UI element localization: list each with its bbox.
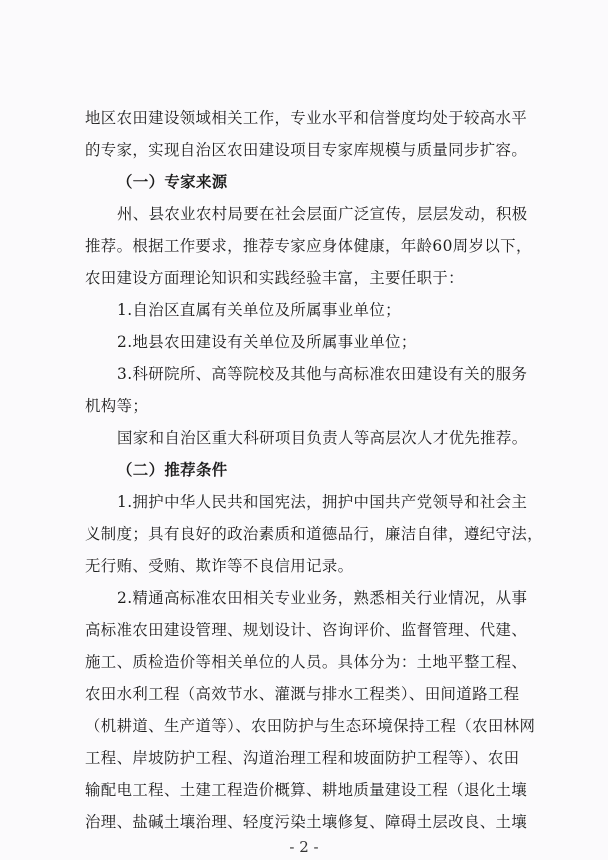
text-line: 农田水利工程（高效节水、灌溉与排水工程类）、田间道路工程	[85, 685, 520, 703]
list-item: 2.精通高标准农田相关专业业务，熟悉相关行业情况，从事	[117, 589, 528, 607]
text-line: （机耕道、生产道等）、农田防护与生态环境保持工程（农田林网	[85, 717, 536, 735]
text-line: 州、县农业农村局要在社会层面广泛宣传，层层发动，积极	[117, 205, 528, 223]
text-line: 治理、盐碱土壤治理、轻度污染土壤修复、障碍土层改良、土壤	[85, 813, 528, 831]
text-line: 农田建设方面理论知识和实践经验丰富，主要任职于：	[85, 269, 464, 287]
text-line: 地区农田建设领域相关工作，专业水平和信誉度均处于较高水平	[85, 109, 528, 127]
text-line: 高标准农田建设管理、规划设计、咨询评价、监督管理、代建、	[85, 621, 528, 639]
list-item: 1.拥护中华人民共和国宪法，拥护中国共产党领导和社会主	[117, 493, 528, 511]
list-item: 2.地县农田建设有关单位及所属事业单位；	[117, 333, 417, 351]
list-item: 3.科研院所、高等院校及其他与高标准农田建设有关的服务	[117, 365, 528, 383]
text-line: 义制度；具有良好的政治素质和道德品行，廉洁自律，遵纪守法，	[85, 525, 543, 543]
text-line: 工程、岸坡防护工程、沟道治理工程和坡面防护工程等）、农田	[85, 749, 520, 767]
text-line: 施工、质检造价等相关单位的人员。具体分为：土地平整工程、	[85, 653, 528, 671]
text-line: 国家和自治区重大科研项目负责人等高层次人才优先推荐。	[117, 429, 528, 447]
text-line: 机构等；	[85, 397, 149, 415]
section-heading-sources: （一）专家来源	[117, 173, 228, 191]
page-number: - 2 -	[289, 838, 319, 856]
text-line: 输配电工程、土建工程造价概算、耕地质量建设工程（退化土壤	[85, 781, 528, 799]
list-item: 1.自治区直属有关单位及所属事业单位；	[117, 301, 401, 319]
text-line: 的专家，实现自治区农田建设项目专家库规模与质量同步扩容。	[85, 141, 528, 159]
text-line: 推荐。根据工作要求，推荐专家应身体健康，年龄60周岁以下，	[85, 237, 532, 255]
text-line: 无行贿、受贿、欺诈等不良信用记录。	[85, 557, 354, 575]
section-heading-conditions: （二）推荐条件	[117, 461, 228, 479]
